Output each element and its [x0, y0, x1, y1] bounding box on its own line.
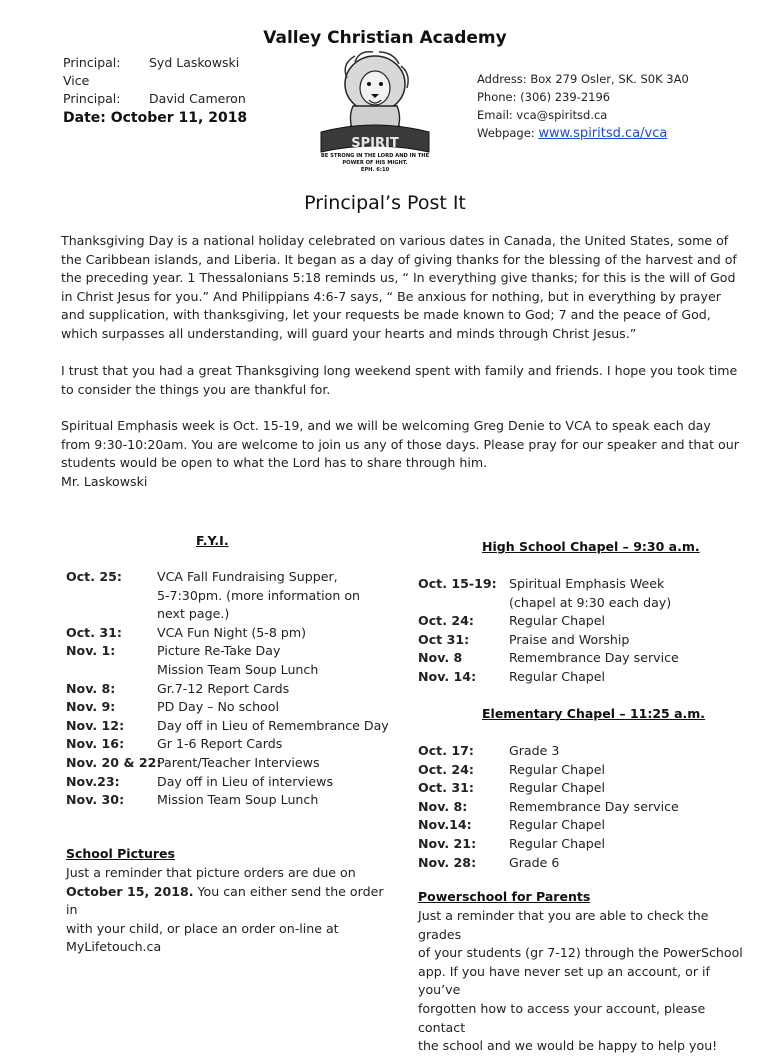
- principal-name: Syd Laskowski: [149, 55, 240, 70]
- event-row: [418, 798, 738, 817]
- event-date: Oct. 31:: [418, 780, 474, 796]
- event-row: [66, 791, 396, 810]
- webpage-line: [477, 124, 689, 143]
- event-text: Grade 3: [509, 743, 560, 758]
- event-date: Oct. 25:: [66, 569, 122, 584]
- event-text: Mission Team Soup Lunch: [157, 792, 319, 808]
- event-text: (chapel at 9:30 each day): [509, 594, 672, 610]
- event-row: [66, 587, 396, 606]
- lion-logo: [315, 48, 435, 176]
- event-text: Spiritual Emphasis Week: [509, 576, 665, 591]
- event-text: Regular Chapel: [509, 780, 606, 796]
- event-row: [66, 680, 396, 699]
- event-row: [418, 575, 738, 594]
- event-date: Nov. 16:: [66, 736, 125, 752]
- event-text: Regular Chapel: [509, 668, 606, 684]
- principal-line: [63, 54, 246, 72]
- event-date: Nov. 14:: [418, 668, 477, 684]
- event-text: Grade 6: [509, 854, 560, 870]
- powerschool-line: app. If you have never set up an account, or if you’ve: [418, 963, 710, 998]
- event-text: Remembrance Day service: [509, 650, 679, 666]
- webpage-link[interactable]: www.spiritsd.ca/vca: [538, 126, 668, 141]
- signature: Mr. Laskowski: [61, 474, 148, 489]
- pictures-due-date: October 15, 2018.: [66, 883, 194, 899]
- event-row: [418, 742, 738, 761]
- event-date: Nov. 20 & 22:: [66, 754, 162, 770]
- event-text: Day off in Lieu of interviews: [157, 773, 334, 789]
- event-text: Mission Team Soup Lunch: [157, 661, 319, 677]
- event-date: Nov. 28:: [418, 854, 477, 870]
- event-date: Oct. 24:: [418, 761, 474, 777]
- event-row: [66, 661, 396, 680]
- event-text: Gr 1-6 Report Cards: [157, 736, 283, 752]
- event-row: [66, 624, 396, 643]
- event-text: Regular Chapel: [509, 761, 606, 777]
- newsletter-date: Date: October 11, 2018: [63, 110, 248, 126]
- event-date: Oct. 15-19:: [418, 576, 497, 591]
- hs-chapel-title: High School Chapel – 9:30 a.m.: [482, 539, 700, 554]
- event-text: Regular Chapel: [509, 817, 606, 833]
- event-date: Oct 31:: [418, 631, 470, 647]
- post-paragraph-1: Thanksgiving Day is a national holiday celebrated on various dates in Canada, the United States, some of the Caribbean islands, and Liberia. It began as a day of giving thanks for the blessing of the harvest and of the preceding year. 1 Thessalonians 5:18 reminds us, “ In everything give thanks; for this is the will of God in Christ Jesus for you.” And Philippians 4:6-7 says, “ Be anxious for nothing, but in everything by prayer and supplication, with thanksgiving, let your requests be made known to God; 7 and the peace of God, which surpasses all understanding, will guard your hearts and minds through Christ Jesus.”: [61, 233, 737, 341]
- event-text: VCA Fun Night (5-8 pm): [157, 624, 307, 640]
- post-title: Principal’s Post It: [304, 192, 466, 214]
- event-date: Oct. 31:: [66, 624, 122, 640]
- event-row: [66, 717, 396, 736]
- event-date: Nov. 8:: [66, 680, 116, 696]
- pictures-body: [66, 864, 386, 957]
- event-row: [418, 761, 738, 780]
- event-text: Remembrance Day service: [509, 798, 679, 814]
- vice-principal-line: [63, 72, 246, 108]
- event-date: Nov.23:: [66, 773, 120, 789]
- powerschool-line: forgotten how to access your account, please contact: [418, 1000, 706, 1035]
- contact-block: [477, 70, 689, 143]
- post-paragraph-2: I trust that you had a great Thanksgiving long weekend spent with family and friends. I hope you took time to consider the things you are thankful for.: [61, 363, 738, 397]
- vice-principal-label: Vice Principal:: [63, 73, 121, 106]
- event-text: Regular Chapel: [509, 835, 606, 851]
- event-row: [418, 631, 738, 650]
- pictures-line-4: MyLifetouch.ca: [66, 939, 162, 955]
- powerschool-line: the school and we would be happy to help you!: [418, 1038, 718, 1054]
- pictures-line-2-rest: You can either send the order in: [66, 883, 384, 918]
- event-text: next page.): [157, 606, 230, 622]
- event-row: [66, 735, 396, 754]
- fyi-event-list: [66, 568, 396, 810]
- phone: Phone: (306) 239-2196: [477, 90, 611, 104]
- event-row: [66, 754, 396, 773]
- event-date: Nov. 12:: [66, 717, 125, 733]
- event-row: [418, 612, 738, 631]
- event-date: Nov. 8: [418, 650, 463, 666]
- powerschool-line: of your students (gr 7-12) through the PowerSchool: [418, 945, 743, 961]
- fyi-title: F.Y.I.: [196, 533, 229, 548]
- powerschool-title: Powerschool for Parents: [418, 889, 591, 904]
- principal-label: Principal:: [63, 55, 121, 70]
- event-date: Nov.14:: [418, 817, 472, 833]
- event-row: [66, 773, 396, 792]
- email: Email: vca@spiritsd.ca: [477, 108, 608, 122]
- event-text: Regular Chapel: [509, 613, 606, 629]
- event-text: Gr.7-12 Report Cards: [157, 680, 290, 696]
- vice-principal-name: David Cameron: [149, 91, 246, 106]
- event-row: [66, 605, 396, 624]
- el-chapel-list: [418, 742, 738, 872]
- powerschool-line: Just a reminder that you are able to check the grades: [418, 908, 709, 942]
- powerschool-body: [418, 907, 748, 1056]
- pictures-line-3: with your child, or place an order on-line at: [66, 920, 339, 936]
- event-date: Oct. 24:: [418, 613, 474, 629]
- event-text: PD Day – No school: [157, 699, 279, 715]
- event-date: Oct. 17:: [418, 743, 474, 758]
- webpage-label: Webpage:: [477, 126, 535, 140]
- event-text: 5-7:30pm. (more information on: [157, 587, 361, 603]
- svg-text:SPIRIT: SPIRIT: [351, 136, 399, 151]
- event-date: Nov. 1:: [66, 643, 116, 659]
- event-row: [418, 779, 738, 798]
- event-row: [418, 816, 738, 835]
- event-row: [418, 649, 738, 668]
- event-row: [66, 642, 396, 661]
- event-row: [418, 854, 738, 873]
- event-date: Nov. 9:: [66, 699, 116, 715]
- admin-block: [63, 54, 246, 108]
- address: Address: Box 279 Osler, SK. S0K 3A0: [477, 72, 689, 86]
- event-row: [66, 568, 396, 587]
- event-text: VCA Fall Fundraising Supper,: [157, 569, 338, 584]
- event-text: Day off in Lieu of Remembrance Day: [157, 717, 389, 733]
- pictures-title: School Pictures: [66, 846, 175, 861]
- event-row: [418, 668, 738, 687]
- event-date: Nov. 8:: [418, 798, 468, 814]
- event-date: Nov. 21:: [418, 835, 477, 851]
- event-text: Picture Re-Take Day: [157, 643, 281, 659]
- event-text: Parent/Teacher Interviews: [157, 754, 320, 770]
- school-name: Valley Christian Academy: [263, 28, 507, 48]
- event-row: [66, 698, 396, 717]
- svg-text:EPH. 6:10: EPH. 6:10: [360, 167, 390, 173]
- event-row: [418, 594, 738, 613]
- pictures-line-1: Just a reminder that picture orders are due on: [66, 865, 356, 880]
- pictures-line-2: [66, 883, 386, 920]
- event-text: Praise and Worship: [509, 631, 630, 647]
- event-row: [418, 835, 738, 854]
- el-chapel-title: Elementary Chapel – 11:25 a.m.: [482, 706, 706, 721]
- hs-chapel-list: [418, 575, 738, 687]
- event-date: Nov. 30:: [66, 792, 125, 808]
- svg-text:BE STRONG IN THE LORD AND IN T: BE STRONG IN THE LORD AND IN THE: [320, 153, 430, 159]
- post-paragraph-3: Spiritual Emphasis week is Oct. 15-19, and we will be welcoming Greg Denie to VCA to speak each day from 9:30-10:20am. You are welcome to join us any of those days. Please pray for our speaker and that our students would be open to what the Lord has to share through him.: [61, 418, 739, 471]
- svg-text:POWER OF HIS MIGHT.: POWER OF HIS MIGHT.: [342, 160, 408, 166]
